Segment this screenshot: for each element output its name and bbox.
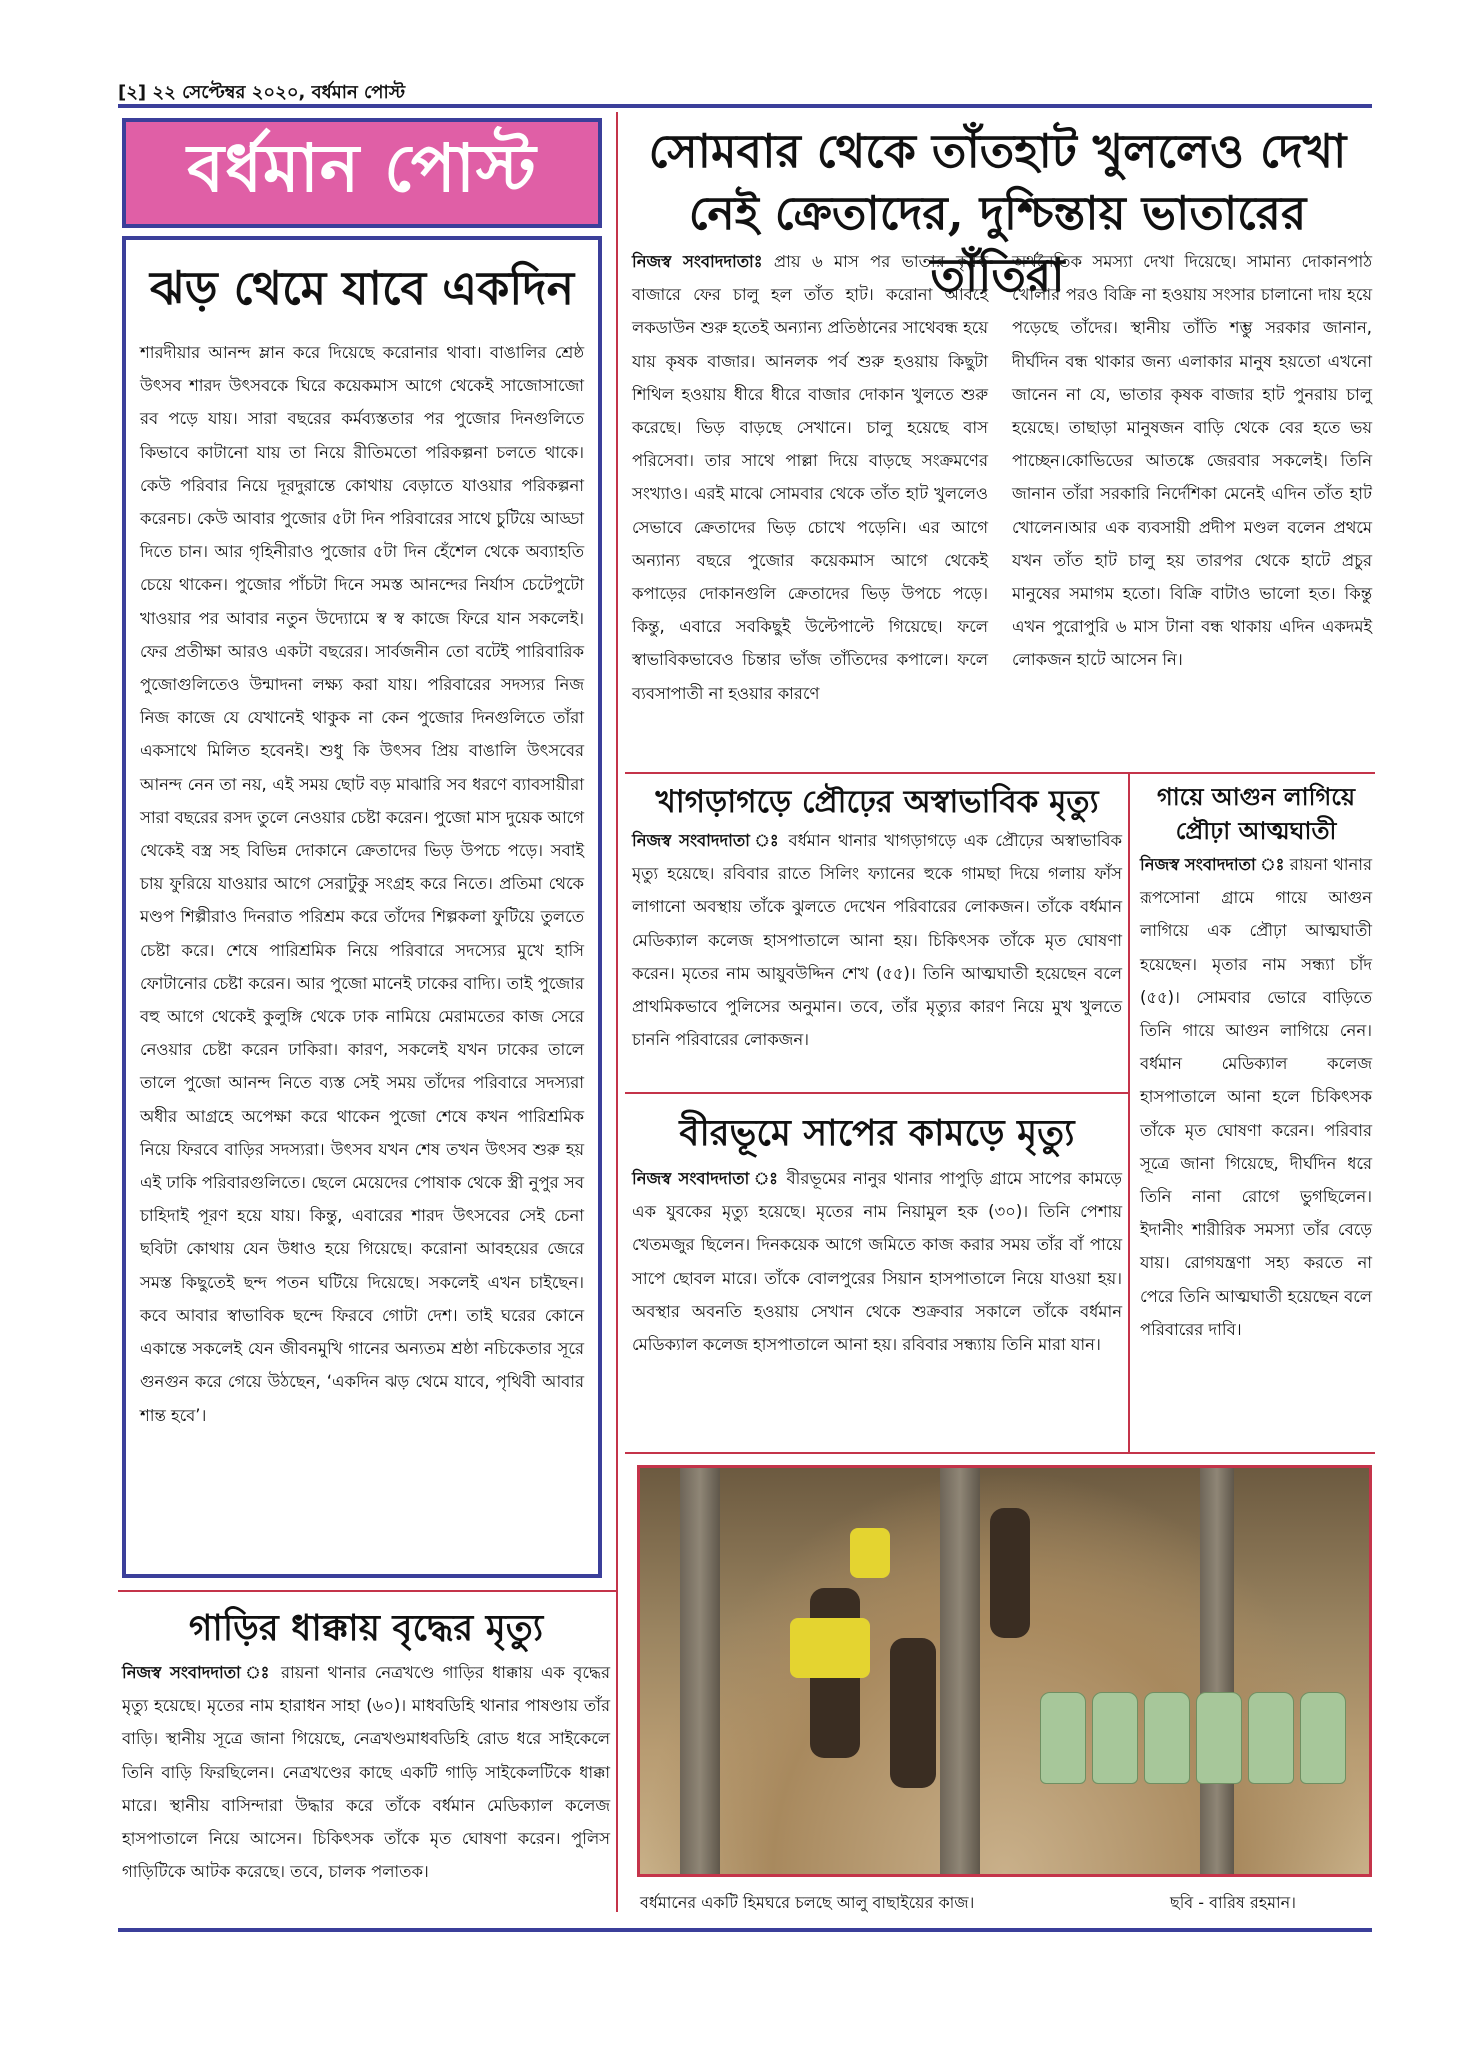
photo-worker	[990, 1508, 1030, 1638]
photo-pillar	[680, 1468, 720, 1874]
photo-worker-shirt	[850, 1528, 890, 1578]
photo-sack	[1040, 1692, 1086, 1784]
accident-body: রায়না থানার নেত্রখণ্ডে গাড়ির ধাক্কায় এক বৃদ্ধের মৃত্যু হয়েছে। মৃতের নাম হারাধন সাহা (৬০)। মাধবডিহি থানার পাষণ্ডায় তাঁর বাড়ি। স্থানীয় সূত্রে জানা গিয়েছে, নেত্রখণ্ডমাধবডিহি রোড ধরে সাইকেলে তিনি বাড়ি ফিরছিলেন। নেত্রখণ্ডের কাছে একটি গাড়ি সাইকেলটিকে ধাক্কা মারে। স্থানীয় বাসিন্দারা উদ্ধার করে তাঁকে বর্ধমান মেডিক্যাল কলেজ হাসপাতালে নিয়ে আসেন। চিকিৎসক তাঁকে মৃত ঘোষণা করেন। পুলিস গাড়িটিকে আটক করেছে। তবে, চালক পলাতক।	[122, 1663, 610, 1882]
footer-rule	[118, 1928, 1372, 1932]
bottom-row-rule	[625, 1452, 1375, 1454]
rayna-story	[1140, 780, 1372, 1346]
photo-caption: বর্ধমানের একটি হিমঘরে চলছে আলু বাছাইয়ের কাজ।	[640, 1893, 975, 1912]
masthead	[122, 118, 602, 228]
accident-body-wrap	[122, 1656, 610, 1888]
accident-top-rule	[118, 1590, 616, 1592]
photo-sack	[1248, 1692, 1294, 1784]
accident-title: গাড়ির ধাক্কায় বৃদ্ধের মৃত্যু	[188, 1607, 544, 1649]
masthead-title: বর্ধমান পোস্ট	[187, 129, 537, 207]
accident-byline: নিজস্ব সংবাদদাতা ঃ	[122, 1663, 273, 1682]
khagragarh-title: খাগড়াগড়ে প্রৌঢ়ের অস্বাভাবিক মৃত্যু	[655, 784, 1099, 820]
rayna-title: গায়ে আগুন লাগিয়ে প্রৌঢ়া আত্মঘাতী	[1156, 782, 1355, 845]
birbhum-body-wrap	[632, 1162, 1122, 1361]
header-rule	[118, 104, 1372, 108]
editorial-body: শারদীয়ার আনন্দ ম্লান করে দিয়েছে করোনার থাবা। বাঙালির শ্রেষ্ঠ উৎসব শারদ উৎসবকে ঘিরে কয়েকমাস আগে থেকেই সাজোসাজো রব পড়ে যায়। সারা বছরের কর্মব্যস্ততার পর পুজোর দিনগুলিতে কিভাবে কাটানো যায় তা নিয়ে রীতিমতো পরিকল্পনা চলতে থাকে। কেউ পরিবার নিয়ে দূরদুরান্তে কোথায় বেড়াতে যাওয়ার পরিকল্পনা করেনচ। কেউ আবার পুজোর ৫টা দিন পরিবারের সাথে চুটিয়ে আড্ডা দিতে চান। আর গৃহিনীরাও পুজোর ৫টা দিন হেঁশেল থেকে অব্যাহতি চেয়ে থাকেন। পুজোর পাঁচটা দিনে সমস্ত আনন্দের নির্যাস চেটেপুটো খাওয়ার পর আবার নতুন উদ্যোমে স্ব স্ব কাজে ফিরে যান সকলেই। ফের প্রতীক্ষা আরও একটা বছরের। সার্বজনীন তো বটেই পারিবারিক পুজোগুলিতেও উন্মাদনা লক্ষ্য করা যায়। পরিবারের সদস্যর নিজ নিজ কাজে যে যেখানেই থাকুক না কেন পুজোর দিনগুলিতে তাঁরা একসাথে মিলিত হবেনই। শুধু কি উৎসব প্রিয় বাঙালি উৎসবের আনন্দ নেন তা নয়, এই সময় ছোট বড় মাঝারি সব ধরণে ব্যাবসায়ীরা সারা বছরের রসদ তুলে নেওয়ার চেষ্টা করেন। পুজো মাস দুয়েক আগে থেকেই বস্ত্র সহ বিভিন্ন দোকানে ক্রেতাদের ভিড় উপচে পড়ে। সবাই চায় ফুরিয়ে যাওয়ার আগে সেরাটুকু সংগ্রহ করে নিতে। প্রতিমা থেকে মণ্ডপ শিল্পীরাও দিনরাত পরিশ্রম করে তাঁদের শিল্পকলা ফুটিয়ে তুলতে চেষ্টা করে। শেষে পারিশ্রমিক নিয়ে পরিবারে সদস্যের মুখে হাসি ফোটানোর চেষ্টা করেন। আর পুজো মানেই ঢাকের বাদ্যি। তাই পুজোর বহু আগে থেকেই কুলুঙ্গি থেকে ঢাক নামিয়ে মেরামতের কাজ সেরে নেওয়ার চেষ্টা করেন ঢাকিরা। কারণ, সকলেই যখন ঢাকের তালে তালে পুজো আনন্দ নিতে ব্যস্ত সেই সময় তাঁদের পরিবারে সদস্যরা অধীর আগ্রহে অপেক্ষা করে থাকেন পুজো শেষে কখন পারিশ্রমিক নিয়ে ফিরবে বাড়ির সদস্যরা। উৎসব যখন শেষ তখন উৎসব শুরু হয় এই ঢাকি পরিবারগুলিতে। ছেলে মেয়েদের পোষাক থেকে স্ত্রী নুপুর সব চাহিদাই পূরণ হয়ে যায়। কিন্তু, এবারের শারদ উৎসবের সেই চেনা ছবিটা কোথায় যেন উধাও হয়ে গিয়েছে। করোনা আবহয়ের জেরে সমস্ত কিছুতেই ছন্দ পতন ঘটিয়ে দিয়েছে। সকলেই এখন চাইছেন। কবে আবার স্বাভাবিক ছন্দে ফিরবে গোটা দেশ। তাই ঘরের কোনে একান্তে সকলেই যেন জীবনমুখি গানের অন্যতম শ্রষ্ঠা নচিকেতার সূরে গুনগুন করে গেয়ে উঠছেন, ‘একদিন ঝড় থেমে যাবে, পৃথিবী আবার শান্ত হবে’।	[140, 343, 584, 1425]
rayna-byline: নিজস্ব সংবাদদাতা ঃ	[1140, 855, 1285, 874]
photo-pillar	[1200, 1468, 1234, 1874]
editorial-title: ঝড় থেমে যাবে একদিন	[149, 261, 575, 315]
khagragarh-bottom-rule	[625, 1092, 1128, 1094]
editorial-box	[122, 236, 602, 1578]
lead-story-byline: নিজস্ব সংবাদদাতাঃ	[632, 252, 763, 271]
lead-story-text-1: প্রায় ৬ মাস পর ভাতার কৃষক বাজারে ফের চালু হল তাঁত হাট। করোনা আবহে লকডাউন শুরু হতেই অন্যান্য প্রতিষ্ঠানের সাথেবন্ধ হয়ে যায় কৃষক বাজার। আনলক পর্ব শুরু হওয়ায় কিছুটা শিথিল হওয়ায় ধীরে ধীরে বাজার দোকান খুলতে শুরু করেছে। ভিড় বাড়ছে সেখানে। চালু হয়েছে বাস পরিসেবা। তার সাথে পাল্লা দিয়ে বাড়ছে সংক্রমণের সংখ্যাও। এরই মাঝে সোমবার থেকে তাঁত হাট খুললেও সেভাবে ক্রেতাদের ভিড় চোখে পড়েনি। এর আগে অন্যান্য বছরে পুজোর কয়েকমাস আগে থেকেই কপাড়ের দোকানগুলি ক্রেতাদের ভিড় উপচে পড়ে। কিন্তু, এবারে সবকিছুই উল্টেপাল্টে গিয়েছে। ফলে স্বাভাবিকভাবেও চিন্তার ভাঁজ তাঁতিদের কপালে। ফলে ব্যবসাপাতী না হওয়ার কারণে	[632, 252, 988, 703]
lead-story-text-2: অর্থনৈতিক সমস্যা দেখা দিয়েছে। সামান্য দোকানপাঠ খোলার পরও বিক্রি না হওয়ায় সংসার চালানো দায় হয়ে পড়েছে তাঁদের। স্থানীয় তাঁতি শম্ভু সরকার জানান, দীর্ঘদিন বন্ধ থাকার জন্য এলাকার মানুষ হয়তো এখনো জানেন না যে, ভাতার কৃষক বাজার হাট পুনরায় চালু হয়েছে। তাছাড়া মানুষজন বাড়ি থেকে বের হতে ভয় পাচ্ছেন।কোভিডের আতঙ্কে জেরবার সকলেই। তিনি জানান তাঁরা সরকারি নির্দেশিকা মেনেই এদিন তাঁত হাট খোলেন।আর এক ব্যবসায়ী প্রদীপ মণ্ডল বলেন প্রথমে যখন তাঁত হাট চালু হয় তারপর থেকে হাটে প্রচুর মানুষের সমাগম হতো। বিক্রি বাটাও ভালো হত। কিন্তু এখন পুরোপুরি ৬ মাস টানা বন্ধ থাকায় এদিন একদমই লোকজন হাটে আসেন নি।	[1012, 252, 1372, 670]
lead-story-title: সোমবার থেকে তাঁতহাট খুললেও দেখা নেই ক্রেতাদের, দুশ্চিন্তায় ভাতারের তাঁতিরা	[648, 124, 1347, 302]
cold-storage-photo	[637, 1465, 1372, 1877]
khagragarh-byline: নিজস্ব সংবাদদাতা ঃ	[632, 831, 781, 850]
birbhum-title: বীরভূমে সাপের কামড়ে মৃত্যু	[679, 1112, 1075, 1154]
rayna-body-wrap	[1140, 848, 1372, 1346]
khagragarh-body: বর্ধমান থানার খাগড়াগড়ে এক প্রৌঢ়ের অস্বাভাবিক মৃত্যু হয়েছে। রবিবার রাতে সিলিং ফ্যানের হুকে গামছা দিয়ে গলায় ফাঁস লাগানো অবস্থায় তাঁকে ঝুলতে দেখেন পরিবারের লোকজন। তাঁকে বর্ধমান মেডিক্যাল কলেজ হাসপাতালে আনা হয়। চিকিৎসক তাঁকে মৃত ঘোষণা করেন। মৃতের নাম আয়ুবউদ্দিন শেখ (৫৫)। তিনি আত্মঘাতী হয়েছেন বলে প্রাথমিকভাবে পুলিসের অনুমান। তবে, তাঁর মৃত্যুর কারণ নিয়ে মুখ খুলতে চাননি পরিবারের লোকজন।	[632, 831, 1122, 1050]
birbhum-body: বীরভূমের নানুর থানার পাপুড়ি গ্রামে সাপের কামড়ে এক যুবকের মৃত্যু হয়েছে। মৃতের নাম নিয়ামুল হক (৩০)। তিনি পেশায় খেতমজুর ছিলেন। দিনকয়েক আগে জমিতে কাজ করার সময় তাঁর বাঁ পায়ে সাপে ছোবল মারে। তাঁকে বোলপুরের সিয়ান হাসপাতালে নিয়ে যাওয়া হয়। অবস্থার অবনতি হওয়ায় সেখান থেকে শুক্রবার সকালে তাঁকে বর্ধমান মেডিক্যাল কলেজ হাসপাতালে আনা হয়। রবিবার সন্ধ্যায় তিনি মারা যান।	[632, 1169, 1122, 1355]
photo-sack	[1144, 1692, 1190, 1784]
birbhum-story	[632, 1104, 1122, 1361]
photo-worker-shirt	[790, 1618, 870, 1678]
photo-worker	[890, 1638, 936, 1788]
khagragarh-body-wrap	[632, 824, 1122, 1056]
rayna-body: রায়না থানার রূপসোনা গ্রামে গায়ে আগুন লাগিয়ে এক প্রৌঢ়া আত্মঘাতী হয়েছেন। মৃতার নাম সন্ধ্যা চাঁদ (৫৫)। সোমবার ভোরে বাড়িতে তিনি গায়ে আগুন লাগিয়ে নেন। বর্ধমান মেডিক্যাল কলেজ হাসপাতালে আনা হলে চিকিৎসক তাঁকে মৃত ঘোষণা করেন। পরিবার সূত্রে জানা গিয়েছে, দীর্ঘদিন ধরে তিনি নানা রোগে ভুগছিলেন। ইদানীং শারীরিক সমস্যা তাঁর বেড়ে যায়। রোগযন্ত্রণা সহ্য করতে না পেরে তিনি আত্মঘাতী হয়েছেন বলে পরিবারের দাবি।	[1140, 855, 1373, 1339]
column-divider-right	[1128, 772, 1130, 1452]
photo-sack	[1196, 1692, 1242, 1784]
page-header: [২] ২২ সেপ্টেম্বর ২০২০, বর্ধমান পোস্ট	[118, 82, 406, 103]
lead-story-col-2	[1012, 245, 1372, 677]
khagragarh-story	[632, 780, 1122, 1056]
lead-story-col-1	[632, 245, 988, 710]
birbhum-byline: নিজস্ব সংবাদদাতা ঃ	[632, 1169, 780, 1188]
photo-sack	[1092, 1692, 1138, 1784]
column-divider-left	[616, 112, 618, 1912]
lead-story-bottom-rule	[625, 772, 1375, 774]
photo-credit: ছবি - বারিষ রহমান।	[1170, 1893, 1296, 1912]
photo-sack	[1300, 1692, 1346, 1784]
accident-story	[122, 1600, 610, 1888]
photo-pillar	[940, 1468, 980, 1874]
